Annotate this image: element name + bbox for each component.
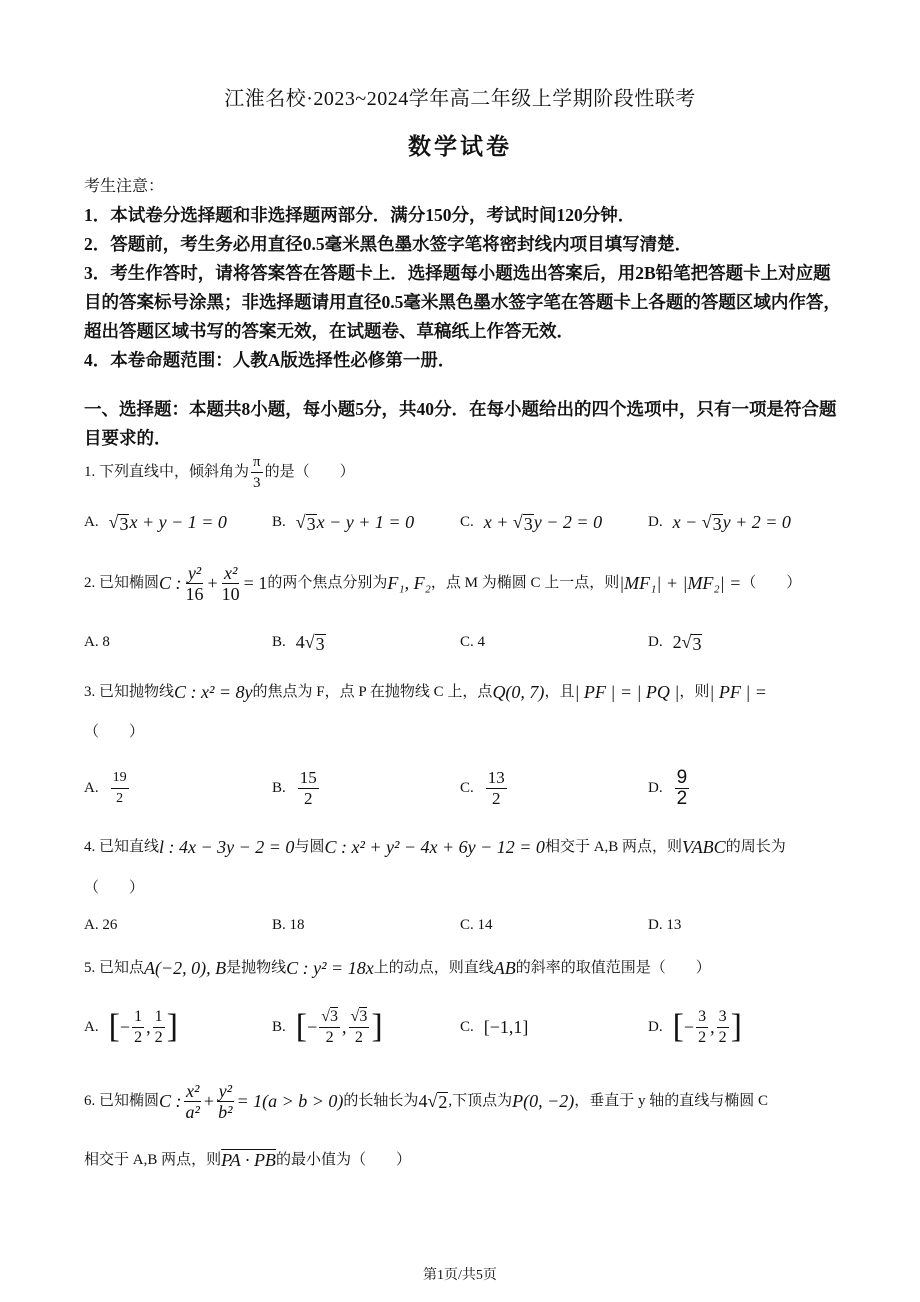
q3-option-d[interactable] [648,758,691,818]
q6-len-rad: 2 [438,1092,448,1112]
q1-frac-den: 3 [253,474,261,491]
notice-item-3: 3．考生作答时，请将答案答在答题卡上．选择题每小题选出答案后，用2B铅笔把答题卡上对应题目的答案标号涂黑；非选择题请用直径0.5毫米黑色墨水签字笔在答题卡上各题的答题区域内作答，超出答题区域书写的答案无效，在试题卷、草稿纸上作答无效． [84,263,841,341]
q6-tail: ，垂直于 y 轴的直线与椭圆 C [574,1093,768,1109]
q5-d-label: D. [648,1018,663,1035]
q6-f1-den: a² [185,1101,200,1122]
q5-d-f1 [696,1007,708,1048]
q1-d-rad: 3 [712,513,722,534]
question-6-line2 [84,1148,844,1172]
q6-point: P(0, −2) [512,1091,575,1111]
q1-c-label: C. [460,513,474,530]
q6-line1: 6. 已知椭圆 [84,1093,160,1109]
q1-c-pre: x + [483,511,513,532]
exam-title: 数学试卷 [408,134,512,159]
q1-suffix: 的是（ ） [264,464,355,480]
q3-option-b[interactable] [272,758,321,818]
q5-d-n1: 3 [696,1007,708,1028]
notice-item-2: 2．答题前，考生务必用直径0.5毫米黑色墨水签字笔将密封线内项目填写清楚． [84,234,693,254]
q5-d-expr: [ − $\frac{3}{2}$ , $\frac{3}{2}$ ] [672,1007,742,1046]
q3-d-den: 2 [676,787,688,809]
q2-f2-num: x² [223,562,238,583]
notice-block [84,172,844,375]
q1-c-rad: 3 [523,513,533,534]
q1-b-rest: x − y + 1 = 0 [316,511,415,532]
q3-d-frac [675,768,690,809]
q2-option-d[interactable] [648,612,702,672]
q2-d-expr: 2 √ 3 [672,631,702,654]
q5-b-label: B. [272,1018,286,1035]
q6-frac-2 [216,1081,234,1122]
q3-cond: | PF | = | PQ | [574,682,680,702]
q5-a-n2: 1 [153,1007,165,1028]
q5-option-b[interactable] [272,998,383,1056]
notice-item-1: 1．本试卷分选择题和非选择题两部分．满分150分，考试时间120分钟． [84,205,636,225]
q1-b-label: B. [272,513,286,530]
q2-frac-2 [220,563,242,604]
q1-d-pre: x − [672,511,702,532]
q1-d-label: D. [648,513,663,530]
q1-a-label: A. [84,513,99,530]
q2-f2-den: 10 [221,583,240,604]
q4-option-a[interactable] [84,912,117,938]
q6-f1-num: x² [186,1080,200,1101]
q4-triangle: VABC [682,837,726,857]
q5-c-label: C. [460,1018,474,1035]
q5-b-f1: $\frac{√3}{2}$ [321,1007,339,1046]
q2-f1-den: 16 [185,583,204,604]
q6-f2-num: y² [218,1080,232,1101]
q1-b-rad: 3 [306,513,316,534]
q2-mid2: ，点 M 为椭圆 C 上一点，则 [430,575,620,591]
q2-option-c[interactable] [460,612,485,672]
q2-tail: （ ） [741,575,802,591]
q1-prefix: 1. 下列直线中，倾斜角为 [84,464,250,480]
q4-a-text: A. 26 [84,916,118,933]
q5-a-d1: 2 [134,1028,143,1046]
q1-frac-num: π [251,452,263,473]
q3-a-den: 2 [116,790,124,806]
q6-plus: + [203,1091,215,1111]
q1-a-rest: x + y − 1 = 0 [129,511,227,532]
question-5 [84,956,844,980]
q4-option-c[interactable] [460,912,493,938]
q5-b-expr: [ − $\frac{√3}{2}$ , $\frac{√3}{2}$ ] [295,1007,383,1046]
q5-d-n2: 3 [717,1007,729,1028]
q5-a-f2 [153,1007,165,1048]
q2-b-expr: 4 √ 3 [295,631,325,654]
q6-cond: = 1(a > b > 0) [236,1091,344,1111]
q5-option-a[interactable] [84,998,178,1056]
q5-parabola: C : y² = 18x [286,958,374,978]
q6-length: 4 √ 2 [418,1091,448,1112]
q4-line1: 4. 已知直线 [84,839,160,855]
question-2 [84,558,844,608]
q5-option-c[interactable] [460,998,528,1056]
q5-a-d2: 2 [154,1028,163,1046]
q4-line-eq: l : 4x − 3y − 2 = 0 [159,837,295,857]
q3-a-num: 19 [111,768,129,789]
page-footer: 第1页/共5页 [423,1268,497,1283]
q4-options [84,912,844,938]
q1-d-expr: x − √ 3 y + 2 = 0 [672,511,791,534]
q4-tail: 相交于 A,B 两点，则 [544,839,683,855]
q3-b-den: 2 [304,788,313,808]
q5-option-d[interactable] [648,998,742,1056]
q5-tail: 上的动点，则直线 [373,960,494,976]
q3-b-label: B. [272,779,286,796]
q3-a-label: A. [84,779,99,796]
q5-options [84,998,844,1056]
q3-mid3: ，则 [679,684,710,700]
q5-mid: 是抛物线 [226,960,287,976]
q5-a-expr: [ − $\frac{1}{2}$ , $\frac{1}{2}$ ] [108,1007,178,1046]
q3-paren: （ ） [84,724,145,740]
q2-eq: = 1 [243,573,268,593]
q2-d-coef: 2 [672,631,682,652]
q4-tail2: 的周长为 [725,839,786,855]
q5-d-f2 [717,1007,729,1048]
q5-d-d1: 2 [698,1028,707,1046]
q1-option-d[interactable] [648,492,791,552]
q5-b-d1: 2 [325,1028,334,1046]
question-3 [84,680,844,704]
q4-c-text: C. 14 [460,916,493,933]
q3-line1: 3. 已知抛物线 [84,684,175,700]
q3-mid2: ，且 [544,684,575,700]
q2-c-text: C. 4 [460,633,486,650]
q6-line2: 相交于 A,B 两点，则 [84,1152,222,1168]
exam-subtitle: 江淮名校·2023~2024学年高二年级上学期阶段性联考 [224,88,696,110]
notice-item-4: 4．本卷命题范围：人教A版选择性必修第一册． [84,350,456,370]
q5-b-r1: 3 [330,1007,339,1025]
q2-d-rad: 3 [692,633,702,654]
q2-expr: |MF₁| + |MF₂| = [619,573,742,593]
q3-b-frac [298,768,319,809]
q2-b-label: B. [272,633,286,650]
q3-a-frac [111,768,129,809]
q6-tail2: 的最小值为（ ） [275,1152,411,1168]
q6-ellipse-name: C : [159,1091,182,1111]
q2-b-coef: 4 [295,631,305,652]
q1-a-expr: √ 3 x + y − 1 = 0 [108,511,227,534]
q2-prefix: 2. 已知椭圆 [84,575,160,591]
q3-options [84,758,844,818]
question-4 [84,835,844,859]
q6-frac-1 [184,1081,202,1122]
section-heading: 一、选择题：本题共8小题，每小题5分，共40分．在每小题给出的四个选项中，只有一项是符合题目要求的． [84,399,837,448]
q3-mid: 的焦点为 F，点 P 在抛物线 C 上，点 [252,684,493,700]
question-6 [84,1076,844,1126]
q4-option-d[interactable] [648,912,681,938]
notice-heading: 考生注意： [84,178,165,195]
q2-f1-num: y² [187,562,202,583]
q4-option-b[interactable] [272,912,305,938]
q6-len-coef: 4 [418,1091,428,1111]
q1-b-expr: √ 3 x − y + 1 = 0 [295,511,415,534]
q4-paren: （ ） [84,880,145,896]
q2-plus: + [207,573,218,593]
q4-b-text: B. 18 [272,916,305,933]
q2-foci: F₁, F₂ [387,573,431,593]
q3-c-num: 13 [487,767,505,787]
q1-d-rest: y + 2 = 0 [722,511,791,532]
q5-b-f2: $\frac{√3}{2}$ [350,1007,368,1046]
q1-a-rad: 3 [119,513,129,534]
q2-mid: 的两个焦点分别为 [267,575,388,591]
q3-eq: C : x² = 8y [174,682,253,702]
q4-d-text: D. 13 [648,916,682,933]
q2-ellipse-name: C : [159,573,182,593]
q6-mid2: ,下顶点为 [448,1093,513,1109]
q3-c-den: 2 [492,788,501,808]
q1-c-rest: y − 2 = 0 [533,511,603,532]
q3-d-num: 9 [676,766,688,788]
q1-option-a[interactable] [84,492,227,552]
q5-c-value: [−1,1] [483,1016,529,1037]
q2-option-a[interactable] [84,612,110,672]
q2-d-label: D. [648,633,663,650]
q3-option-c[interactable] [460,758,509,818]
q2-a-text: A. 8 [84,633,110,650]
q5-a-label: A. [84,1018,99,1035]
q1-options [84,492,844,552]
q6-mid: 的长轴长为 [343,1093,419,1109]
q5-a-minus: − [119,1016,131,1037]
q5-b-d2: 2 [354,1028,363,1046]
q6-f2-den: b² [218,1101,233,1122]
q6-vectors: PA · PB [221,1150,276,1170]
q1-c-expr: x + √ 3 y − 2 = 0 [483,511,603,534]
q5-a-n1: 1 [132,1007,144,1028]
q3-c-label: C. [460,779,474,796]
q5-line1: 5. 已知点 [84,960,145,976]
q5-a-f1 [132,1007,144,1048]
q3-c-frac [486,768,507,809]
question-1 [84,447,844,497]
q2-options [84,612,844,672]
q3-d-label: D. [648,779,663,796]
q3-ask: | PF | = [709,682,767,702]
q5-ab: AB [493,958,516,978]
q1-fraction [251,452,263,493]
q5-tail2: 的斜率的取值范围是（ ） [515,960,711,976]
q4-mid: 与圆 [294,839,325,855]
q3-b-num: 15 [299,767,317,787]
q3-point: Q(0, 7) [492,682,545,702]
q5-points: A(−2, 0), B [144,958,227,978]
q5-d-d2: 2 [718,1028,727,1046]
q1-option-b[interactable] [272,492,414,552]
q2-option-b[interactable] [272,612,326,672]
q1-option-c[interactable] [460,492,602,552]
q2-b-rad: 3 [315,633,325,654]
q2-frac-1 [184,563,206,604]
q5-b-r2: 3 [359,1007,368,1025]
q4-circle-eq: C : x² + y² − 4x + 6y − 12 = 0 [324,837,545,857]
q3-option-a[interactable] [84,758,131,818]
